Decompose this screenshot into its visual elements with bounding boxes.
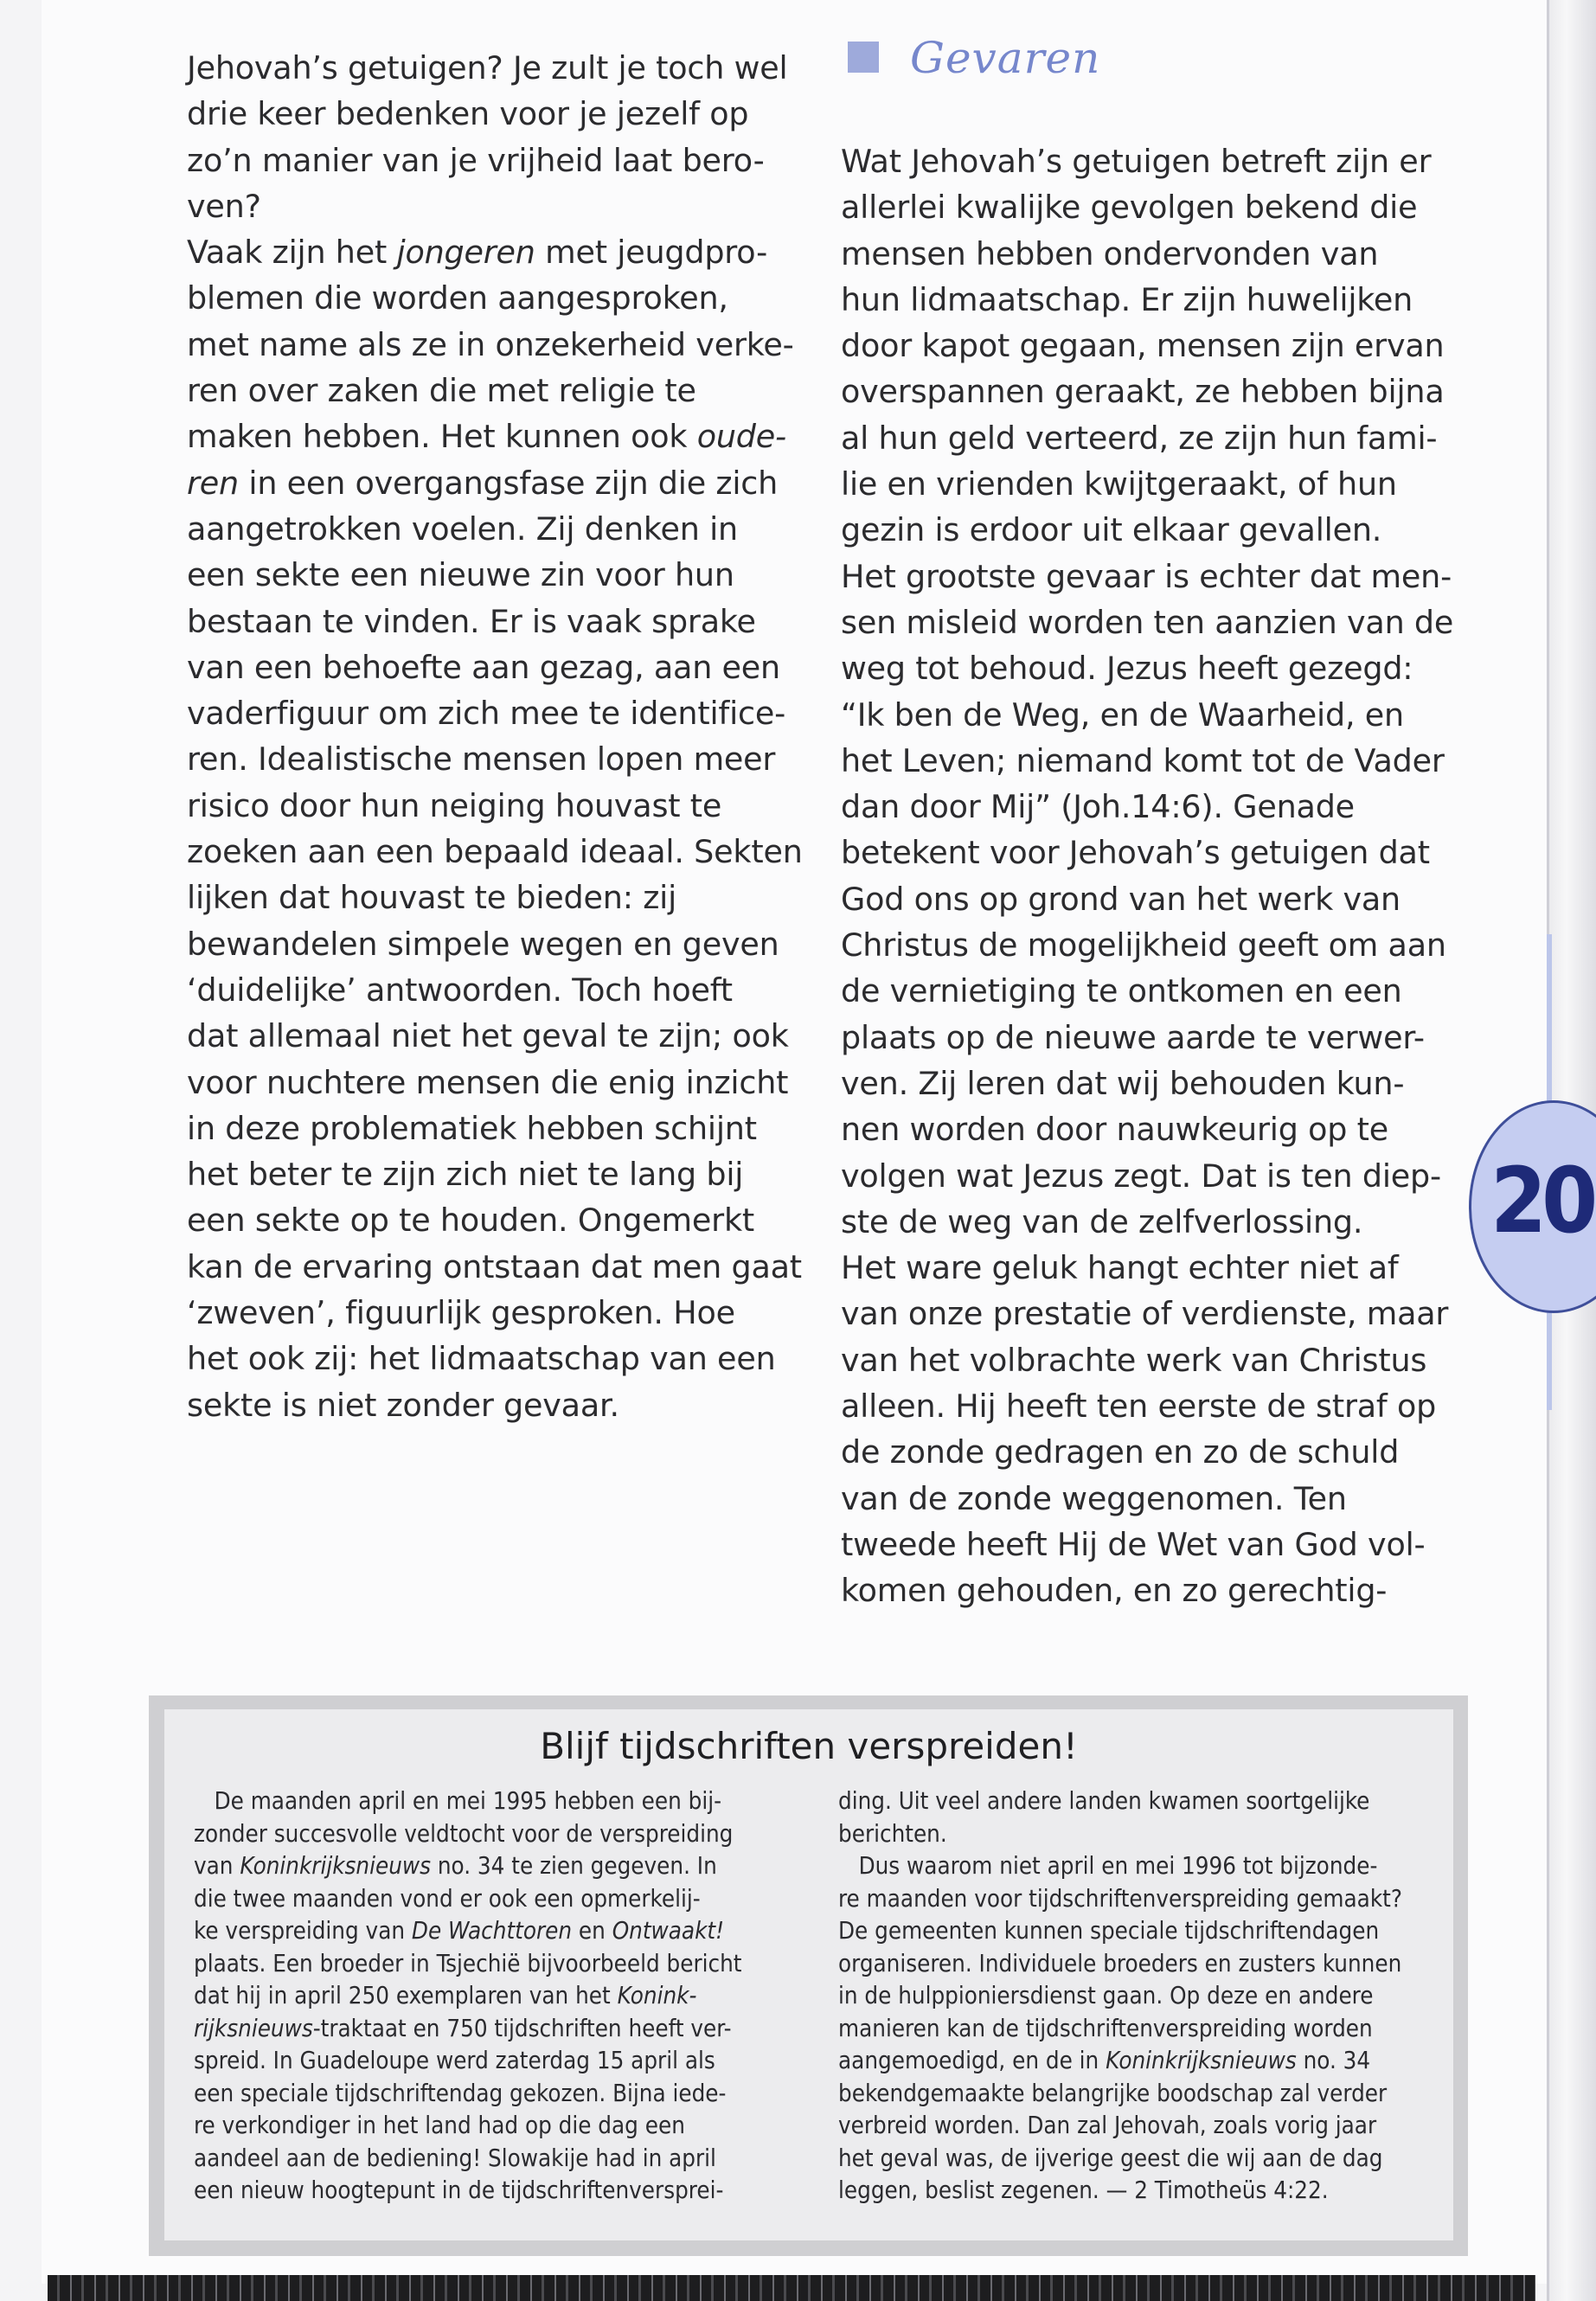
right-text-column [841,138,1453,1614]
text-segment: het geval was, de ijverige geest die wij aan de dag [838,2144,1383,2172]
text-line: alleen. Hij heeft ten eerste de straf op [841,1388,1437,1426]
text-line: door kapot gegaan, mensen zijn ervan [841,327,1445,365]
italic-text-segment: rijksnieuws [194,2014,313,2042]
text-line [194,1850,741,1883]
text-line: ‘duidelijke’ antwoorden. Toch hoeft [187,971,733,1009]
text-line: Het ware geluk hangt echter niet af [841,1249,1399,1287]
text-line [194,2175,741,2208]
text-line: de vernietiging te ontkomen en een [841,972,1402,1010]
text-line [838,1980,1402,2013]
text-line [194,1980,741,2013]
text-line: sekte is niet zonder gevaar. [187,1386,619,1424]
text-segment: die twee maanden vond er ook een opmerkelij- [194,1884,701,1913]
text-line [194,1915,741,1948]
text-line: bewandelen simpele wegen en geven [187,925,779,963]
heading-square-icon [848,42,879,73]
text-segment: aandeel aan de bediening! Slowakije had in april [194,2144,716,2172]
info-box-right-column [838,1785,1402,2208]
text-line: dan door Mij” (Joh.14:6). Genade [841,788,1355,826]
text-segment: spreid. In Guadeloupe werd zaterdag 15 april als [194,2047,715,2074]
text-segment: aangemoedigd, en de in [838,2047,1106,2074]
italic-text-segment: Koninkrijksnieuws [1106,2047,1297,2074]
text-line: bestaan te vinden. Er is vaak sprake [187,602,756,640]
italic-text-segment: jongeren [396,234,535,272]
text-line: kan de ervaring ontstaan dat men gaat [187,1247,802,1285]
text-line: van de zonde weggenomen. Ten [841,1479,1347,1517]
text-segment: bekendgemaakte belangrijke boodschap zal verder [838,2079,1388,2107]
text-segment: manieren kan de tijdschriftenverspreiding worden [838,2014,1373,2042]
text-line [838,2175,1402,2208]
italic-text-segment: Konink- [617,1982,697,2009]
text-line: tweede heeft Hij de Wet van God vol- [841,1525,1426,1563]
text-line: ven. Zij leren dat wij behouden kun- [841,1064,1405,1102]
text-line: van onze prestatie of verdienste, maar [841,1295,1449,1333]
text-segment: zonder succesvolle veldtocht voor de verspreiding [194,1819,734,1848]
text-line [838,2078,1402,2111]
text-line [194,1948,741,1981]
info-box-title: Blijf tijdschriften verspreiden! [540,1725,1078,1767]
text-line: gezin is erdoor uit elkaar gevallen. [841,511,1382,549]
text-line: Christus de mogelijkheid geeft om aan [841,926,1446,965]
text-line [194,2143,741,2176]
text-line [194,1883,741,1916]
text-segment: Dus waarom niet april en mei 1996 tot bijzonde- [838,1852,1378,1880]
text-segment: berichten. [838,1819,947,1848]
text-line: een sekte een nieuwe zin voor hun [187,556,734,594]
text-segment: ke verspreiding van [194,1917,412,1945]
text-line: Jehovah’s getuigen? Je zult je toch wel [187,49,788,87]
text-line [194,2045,741,2078]
text-line [838,1818,1402,1851]
text-line [838,2110,1402,2143]
text-line [838,2045,1402,2078]
italic-text-segment: Ontwaakt! [612,1917,725,1945]
text-line: hun lidmaatschap. Er zijn huwelijken [841,280,1413,318]
text-line [194,1818,741,1851]
text-segment: verbreid worden. Dan zal Jehovah, zoals vorig jaar [838,2112,1377,2139]
text-segment: van [194,1852,240,1880]
text-segment: ding. Uit veel andere landen kwamen soortgelijke [838,1787,1370,1815]
text-line: in deze problematiek hebben schijnt [187,1109,757,1147]
italic-text-segment: ren [187,464,239,502]
text-segment: De gemeenten kunnen speciale tijdschriftendagen [838,1917,1380,1945]
text-line [838,2143,1402,2176]
text-line: allerlei kwalijke gevolgen bekend die [841,189,1418,227]
italic-text-segment: oude- [696,418,786,456]
text-line [838,1785,1402,1818]
text-line: drie keer bedenken voor je jezelf op [187,95,749,133]
text-segment: in de hulppioniersdienst gaan. Op deze en andere [838,1982,1374,2009]
text-segment: in een overgangsfase zijn die zich [239,464,779,502]
text-segment: dat hij in april 250 exemplaren van het [194,1982,618,2009]
text-line: van het volbrachte werk van Christus [841,1341,1427,1379]
text-line [194,2078,741,2111]
text-line: aangetrokken voelen. Zij denken in [187,510,738,548]
text-segment: no. 34 [1296,2047,1371,2074]
text-line: van een behoefte aan gezag, aan een [187,648,780,686]
text-line: het ook zij: het lidmaatschap van een [187,1340,776,1378]
text-line: voor nuchtere mensen die enig inzicht [187,1063,789,1101]
text-line: God ons op grond van het werk van [841,880,1401,918]
text-line: komen gehouden, en zo gerechtig- [841,1572,1388,1610]
text-segment: een speciale tijdschriftendag gekozen. Bijna iede- [194,2079,727,2107]
text-segment: re verkondiger in het land had op die dag een [194,2112,685,2139]
heading-text: Gevaren [910,33,1101,83]
text-segment: plaats. Een broeder in Tsjechië bijvoorbeeld bericht [194,1949,742,1977]
page-bottom-edge [48,2275,1535,2301]
text-line: risico door hun neiging houvast te [187,786,722,824]
text-line: dat allemaal niet het geval te zijn; ook [187,1017,789,1055]
page-number: 20 [1490,1148,1593,1253]
text-line: ren over zaken die met religie te [187,372,696,410]
italic-text-segment: Koninkrijksnieuws [240,1852,432,1880]
text-segment: maken hebben. Het kunnen ook [187,418,697,456]
info-box-left-column [194,1785,741,2208]
text-segment: -traktaat en 750 tijdschriften heeft ver- [312,2014,732,2042]
text-segment: re maanden voor tijdschriftenverspreiding gemaakt? [838,1884,1402,1913]
text-line: lijken dat houvast te bieden: zij [187,879,677,917]
text-line [187,413,803,459]
text-segment: Vaak zijn het [187,234,397,272]
text-line: Wat Jehovah’s getuigen betreft zijn er [841,143,1432,180]
text-line: Het grootste gevaar is echter dat men- [841,557,1452,595]
text-line: plaats op de nieuwe aarde te verwer- [841,1018,1425,1056]
text-line: weg tot behoud. Jezus heeft gezegd: [841,650,1413,688]
text-line: nen worden door nauwkeurig op te [841,1111,1388,1149]
italic-text-segment: De Wachttoren [411,1917,573,1945]
text-line [187,460,803,506]
text-line: met name als ze in onzekerheid verke- [187,325,794,363]
text-line [838,1883,1402,1916]
text-line [838,2013,1402,2046]
text-line: betekent voor Jehovah’s getuigen dat [841,834,1430,872]
text-line: ‘zweven’, figuurlijk gesproken. Hoe [187,1294,735,1332]
text-line [838,1850,1402,1883]
text-line: overspannen geraakt, ze hebben bijna [841,373,1445,411]
text-segment: De maanden april en mei 1995 hebben een bij- [194,1787,722,1815]
text-line: zo’n manier van je vrijheid laat bero- [187,141,765,179]
text-segment: leggen, beslist zegenen. — 2 Timotheüs 4:22. [838,2176,1329,2204]
text-line: al hun geld verteerd, ze zijn hun fami- [841,419,1438,457]
text-line [194,2110,741,2143]
text-line: ren. Idealistische mensen lopen meer [187,740,776,779]
text-line: “Ik ben de Weg, en de Waarheid, en [841,695,1404,734]
text-line: een sekte op te houden. Ongemerkt [187,1202,755,1240]
text-line: mensen hebben ondervonden van [841,234,1379,272]
text-line: blemen die worden aangesproken, [187,279,728,317]
text-line: zoeken aan een bepaald ideaal. Sekten [187,833,803,871]
text-line: sen misleid worden ten aanzien van de [841,603,1454,641]
text-line [187,229,803,275]
left-text-column [187,45,803,1428]
text-line: lie en vrienden kwijtgeraakt, of hun [841,465,1397,503]
text-line: ste de weg van de zelfverlossing. [841,1202,1363,1240]
text-line: ven? [187,187,261,225]
text-line: vaderfiguur om zich mee te identifice- [187,695,786,733]
text-line [194,1785,741,1818]
text-line [838,1948,1402,1981]
text-line: het beter te zijn zich niet te lang bij [187,1156,744,1194]
text-line [194,2013,741,2046]
text-line: volgen wat Jezus zegt. Dat is ten diep- [841,1157,1441,1195]
text-line [838,1915,1402,1948]
text-segment: no. 34 te zien gegeven. In [431,1852,717,1880]
text-line: het Leven; niemand komt tot de Vader [841,741,1445,779]
text-segment: organiseren. Individuele broeders en zusters kunnen [838,1949,1402,1977]
text-line: de zonde gedragen en zo de schuld [841,1433,1400,1471]
text-segment: met jeugdpro- [535,234,768,272]
text-segment: en [572,1917,612,1945]
text-segment: een nieuw hoogtepunt in de tijdschriftenversprei- [194,2176,724,2204]
